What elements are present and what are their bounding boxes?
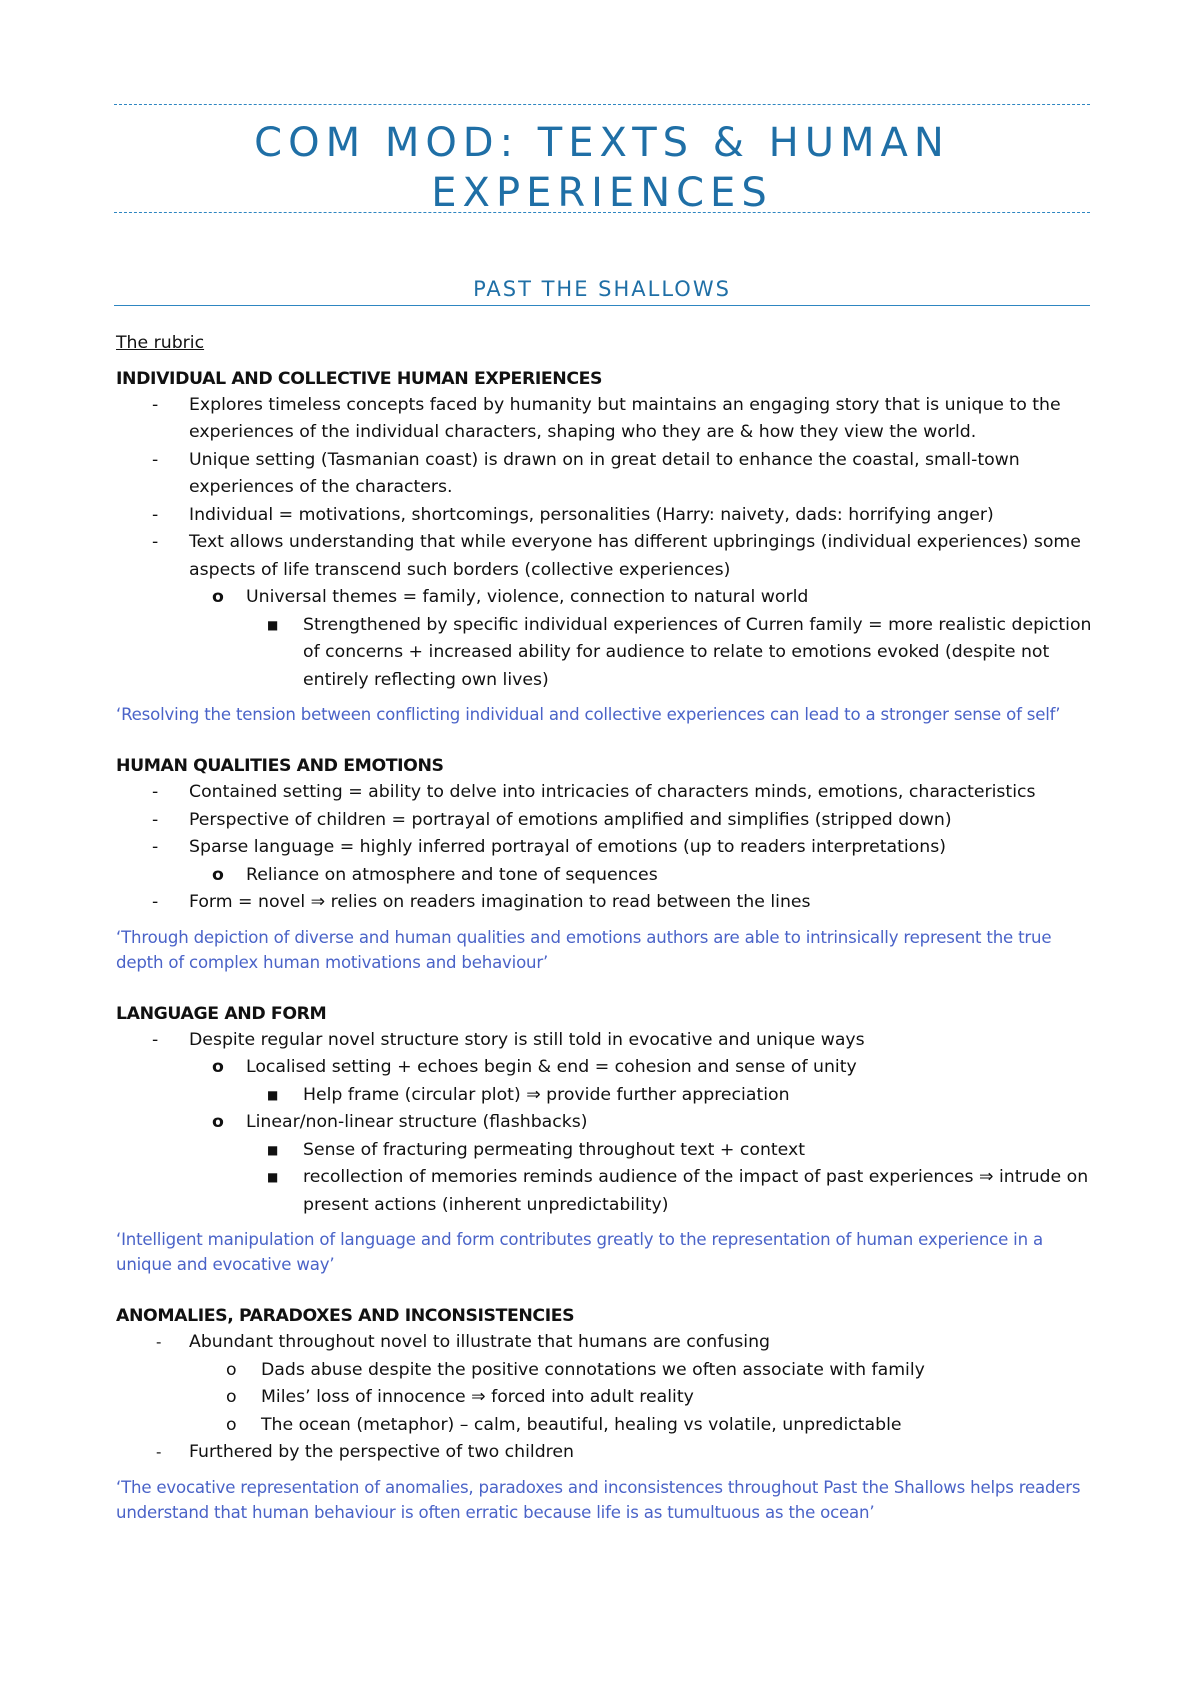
list-item-text: Perspective of children = portrayal of emotions amplified and simplifies (stripped down)	[189, 809, 952, 830]
list-item	[116, 779, 1096, 807]
list-item-text: Furthered by the perspective of two children	[189, 1442, 574, 1462]
section-quote: ‘Intelligent manipulation of language and form contributes greatly to the representation of human experience in a unique and evocative way’	[116, 1230, 1043, 1274]
list-item-text: Form = novel ⇒ relies on readers imagination to read between the lines	[189, 892, 811, 912]
title-top-rule	[114, 104, 1090, 105]
section	[116, 366, 1096, 728]
bullet-marker: -	[152, 1029, 159, 1050]
list-item-text: Dads abuse despite the positive connotations we often associate with family	[261, 1359, 925, 1380]
bullet-marker: ■	[267, 1170, 279, 1184]
list-item	[116, 862, 1096, 890]
bullet-marker: o	[212, 1057, 224, 1077]
page-title: COM MOD: TEXTS & HUMAN EXPERIENCES	[254, 120, 950, 216]
list-item	[116, 1439, 1096, 1467]
list-item-text: Sense of fracturing permeating throughout text + context	[303, 1139, 806, 1160]
list-item	[116, 1357, 1096, 1385]
section-heading: INDIVIDUAL AND COLLECTIVE HUMAN EXPERIENCES	[116, 368, 603, 389]
list-item	[116, 1329, 1096, 1357]
bullet-marker: ■	[267, 1087, 279, 1102]
list-item-text: Contained setting = ability to delve into intricacies of characters minds, emotions, characteristics	[189, 782, 1036, 802]
bullet-list	[116, 779, 1096, 917]
list-item-text: Sparse language = highly inferred portrayal of emotions (up to readers interpretations)	[189, 837, 946, 857]
list-item-text: Universal themes = family, violence, connection to natural world	[246, 587, 809, 607]
bullet-list	[116, 1329, 1096, 1467]
section	[116, 1303, 1096, 1525]
list-item	[116, 889, 1096, 917]
bullet-marker: -	[152, 449, 159, 470]
bullet-marker: o	[212, 864, 224, 885]
list-item-text: Individual = motivations, shortcomings, personalities (Harry: naivety, dads: horrifying anger)	[189, 504, 994, 525]
section-quote: ‘Resolving the tension between conflicting individual and collective experiences can lead to a stronger sense of self’	[116, 705, 1061, 724]
bullet-marker: o	[226, 1414, 237, 1435]
bullet-marker: -	[152, 782, 159, 802]
section-heading: LANGUAGE AND FORM	[116, 1003, 327, 1024]
list-item	[116, 1384, 1096, 1412]
rubric-label: The rubric	[116, 333, 205, 353]
list-item-text: Explores timeless concepts faced by humanity but maintains an engaging story that is unique to the experiences of the individual characters, shaping who they are & how they view the world.	[189, 394, 1061, 442]
list-item-text: Miles’ loss of innocence ⇒ forced into adult reality	[261, 1387, 694, 1407]
bullet-marker: ■	[267, 617, 279, 632]
bullet-list	[116, 1027, 1096, 1220]
document-content	[116, 330, 1096, 1525]
bullet-marker: -	[152, 532, 159, 552]
list-item	[116, 447, 1096, 502]
bullet-marker: -	[152, 837, 159, 857]
list-item-text: Despite regular novel structure story is still told in evocative and unique ways	[189, 1029, 865, 1050]
list-item	[116, 392, 1096, 447]
section-heading: ANOMALIES, PARADOXES AND INCONSISTENCIES	[116, 1306, 575, 1326]
list-item	[116, 1082, 1096, 1110]
bullet-marker: -	[152, 504, 159, 525]
list-item	[116, 529, 1096, 584]
list-item	[116, 1412, 1096, 1440]
list-item	[116, 807, 1096, 835]
list-item-text: Strengthened by specific individual experiences of Curren family = more realistic depiction of concerns + increased ability for audience to relate to emotions evoked (despite not entirely reflecting own lives)	[303, 614, 1092, 690]
list-item	[116, 612, 1096, 695]
list-item-text: Linear/non-linear structure (flashbacks)	[246, 1112, 588, 1132]
subtitle-rule	[114, 305, 1090, 306]
bullet-marker: o	[212, 587, 224, 607]
bullet-marker: -	[152, 892, 159, 912]
bullet-list	[116, 392, 1096, 695]
bullet-marker: o	[212, 1112, 224, 1132]
section-heading: HUMAN QUALITIES AND EMOTIONS	[116, 756, 444, 776]
list-item	[116, 834, 1096, 862]
list-item-text: Text allows understanding that while everyone has different upbringings (individual experiences) some aspects of life transcend such borders (collective experiences)	[189, 532, 1081, 580]
list-item-text: The ocean (metaphor) – calm, beautiful, healing vs volatile, unpredictable	[261, 1414, 902, 1435]
sections-container	[116, 366, 1096, 1525]
list-item	[116, 1027, 1096, 1055]
list-item-text: recollection of memories reminds audience of the impact of past experiences ⇒ intrude on present actions (inherent unpredictability)	[303, 1167, 1089, 1215]
list-item	[116, 584, 1096, 612]
bullet-marker: -	[156, 1333, 162, 1351]
list-item	[116, 1054, 1096, 1082]
bullet-marker: -	[152, 809, 159, 830]
list-item-text: Unique setting (Tasmanian coast) is drawn on in great detail to enhance the coastal, small-town experiences of the characters.	[189, 449, 1020, 497]
list-item	[116, 502, 1096, 530]
section	[116, 753, 1096, 975]
bullet-marker: -	[152, 394, 159, 415]
list-item	[116, 1137, 1096, 1165]
list-item-text: Abundant throughout novel to illustrate that humans are confusing	[189, 1332, 771, 1352]
list-item	[116, 1109, 1096, 1137]
bullet-marker: -	[156, 1443, 162, 1461]
page-subtitle: PAST THE SHALLOWS	[473, 277, 731, 301]
list-item	[116, 1164, 1096, 1219]
bullet-marker: o	[226, 1387, 237, 1407]
section-quote: ‘The evocative representation of anomalies, paradoxes and inconsistences throughout Past the Shallows helps readers understand that human behaviour is often erratic because life is as tumultuous as the ocean’	[116, 1477, 1081, 1522]
list-item-text: Localised setting + echoes begin & end = cohesion and sense of unity	[246, 1057, 857, 1077]
title-bottom-rule	[114, 212, 1090, 213]
list-item-text: Help frame (circular plot) ⇒ provide further appreciation	[303, 1084, 790, 1105]
section	[116, 1001, 1096, 1278]
bullet-marker: ■	[267, 1142, 279, 1157]
bullet-marker: o	[226, 1359, 237, 1380]
section-quote: ‘Through depiction of diverse and human qualities and emotions authors are able to intrinsically represent the true depth of complex human motivations and behaviour’	[116, 927, 1052, 972]
list-item-text: Reliance on atmosphere and tone of sequences	[246, 864, 658, 885]
